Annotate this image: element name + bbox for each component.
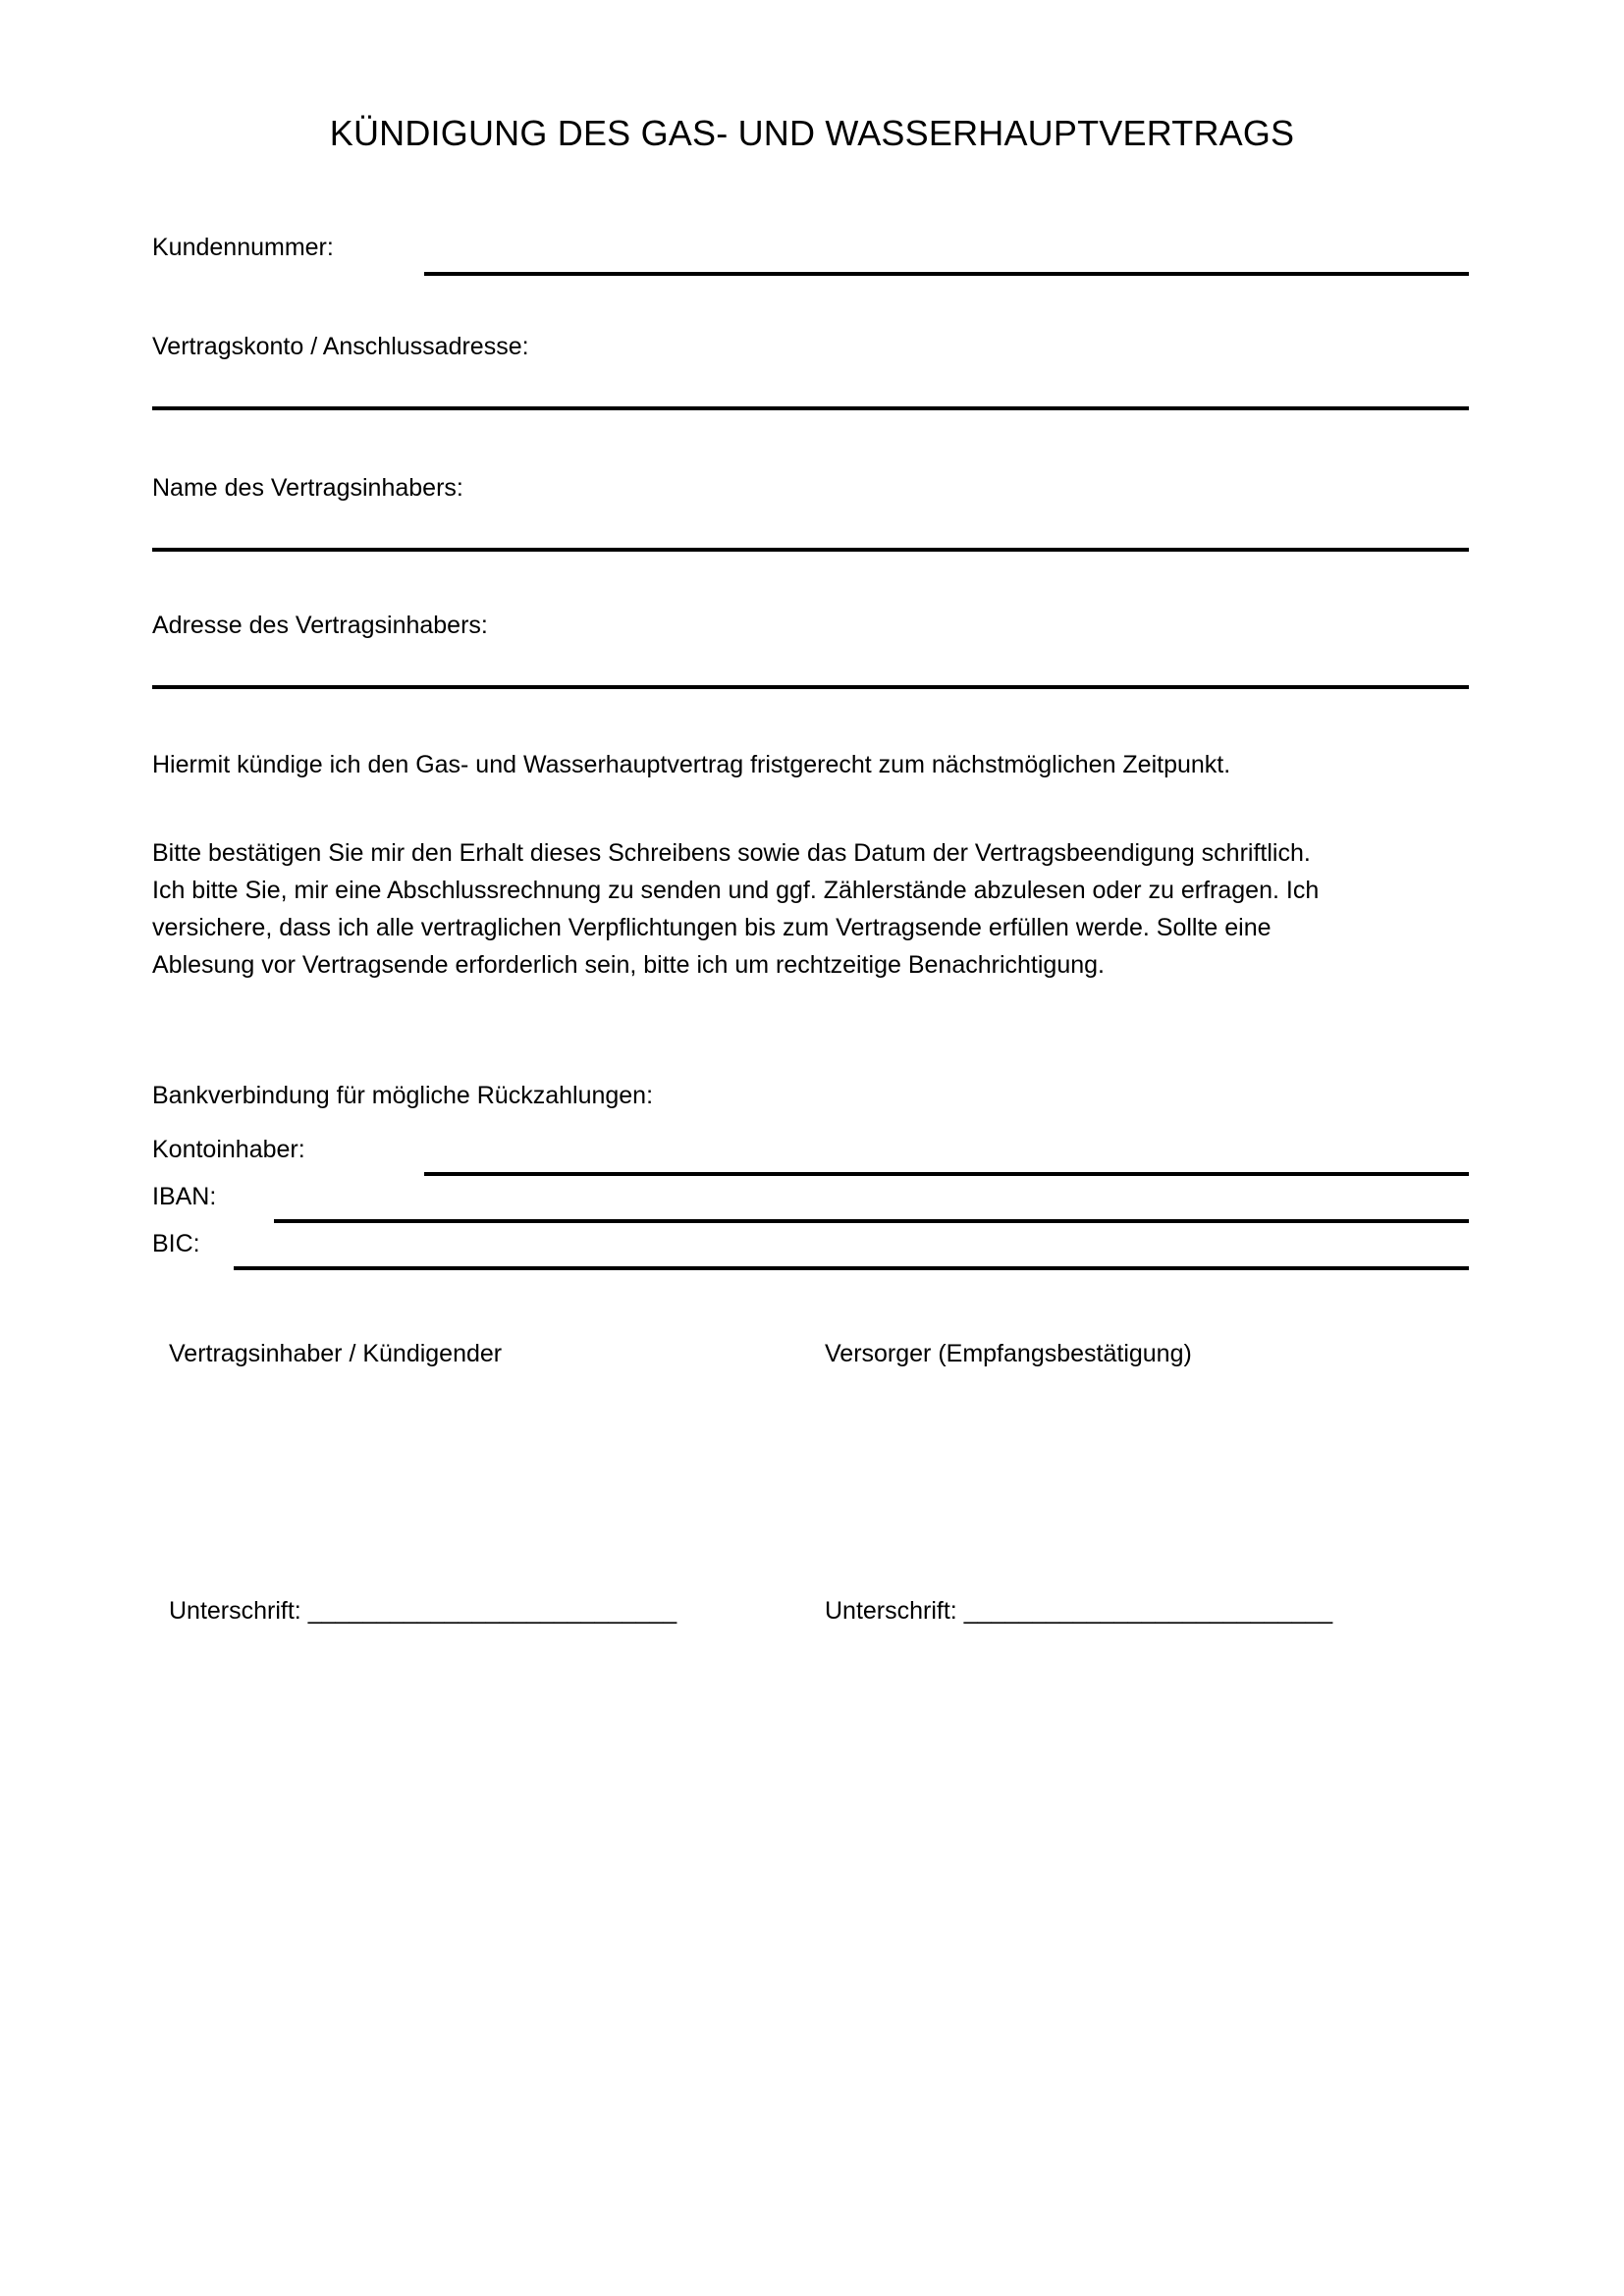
field-input-name-vertragsinhaber[interactable] (152, 548, 1469, 552)
field-label-vertragskonto: Vertragskonto / Anschlussadresse: (152, 333, 529, 360)
field-input-vertragskonto[interactable] (152, 406, 1469, 410)
page-title: KÜNDIGUNG DES GAS- UND WASSERHAUPTVERTRAGS (329, 113, 1295, 153)
body-intro-sentence: Hiermit kündige ich den Gas- und Wasserhauptvertrag fristgerecht zum nächstmöglichen Zeitpunkt. (152, 751, 1231, 778)
field-label-iban: IBAN: (152, 1183, 217, 1210)
field-label-kontoinhaber: Kontoinhaber: (152, 1136, 305, 1163)
field-label-adresse-vertragsinhaber: Adresse des Vertragsinhabers: (152, 612, 488, 639)
field-input-iban[interactable] (274, 1219, 1469, 1223)
signature-field-right[interactable]: Unterschrift: ___________________________ (825, 1597, 1333, 1625)
bank-section-heading: Bankverbindung für mögliche Rückzahlungen: (152, 1082, 654, 1109)
signature-role-right: Versorger (Empfangsbestätigung) (825, 1340, 1192, 1367)
body-paragraph-line-3: versichere, dass ich alle vertraglichen Verpflichtungen bis zum Vertragsende erfüllen werde. Sollte eine (152, 914, 1272, 941)
signature-role-left: Vertragsinhaber / Kündigender (169, 1340, 503, 1367)
body-paragraph-line-2: Ich bitte Sie, mir eine Abschlussrechnung zu senden und ggf. Zählerstände abzulesen oder zu erfragen. Ich (152, 877, 1320, 904)
field-label-name-vertragsinhaber: Name des Vertragsinhabers: (152, 474, 463, 502)
field-input-adresse-vertragsinhaber[interactable] (152, 685, 1469, 689)
field-input-kontoinhaber[interactable] (424, 1172, 1469, 1176)
body-paragraph-line-1: Bitte bestätigen Sie mir den Erhalt dieses Schreibens sowie das Datum der Vertragsbeendigung schriftlich. (152, 839, 1311, 867)
body-paragraph-line-4: Ablesung vor Vertragsende erforderlich sein, bitte ich um rechtzeitige Benachrichtigung. (152, 951, 1105, 979)
field-label-bic: BIC: (152, 1230, 200, 1257)
signature-field-left[interactable]: Unterschrift: ___________________________ (169, 1597, 677, 1625)
field-input-kundennummer[interactable] (424, 272, 1469, 276)
field-label-kundennummer: Kundennummer: (152, 234, 334, 261)
field-input-bic[interactable] (234, 1266, 1469, 1270)
